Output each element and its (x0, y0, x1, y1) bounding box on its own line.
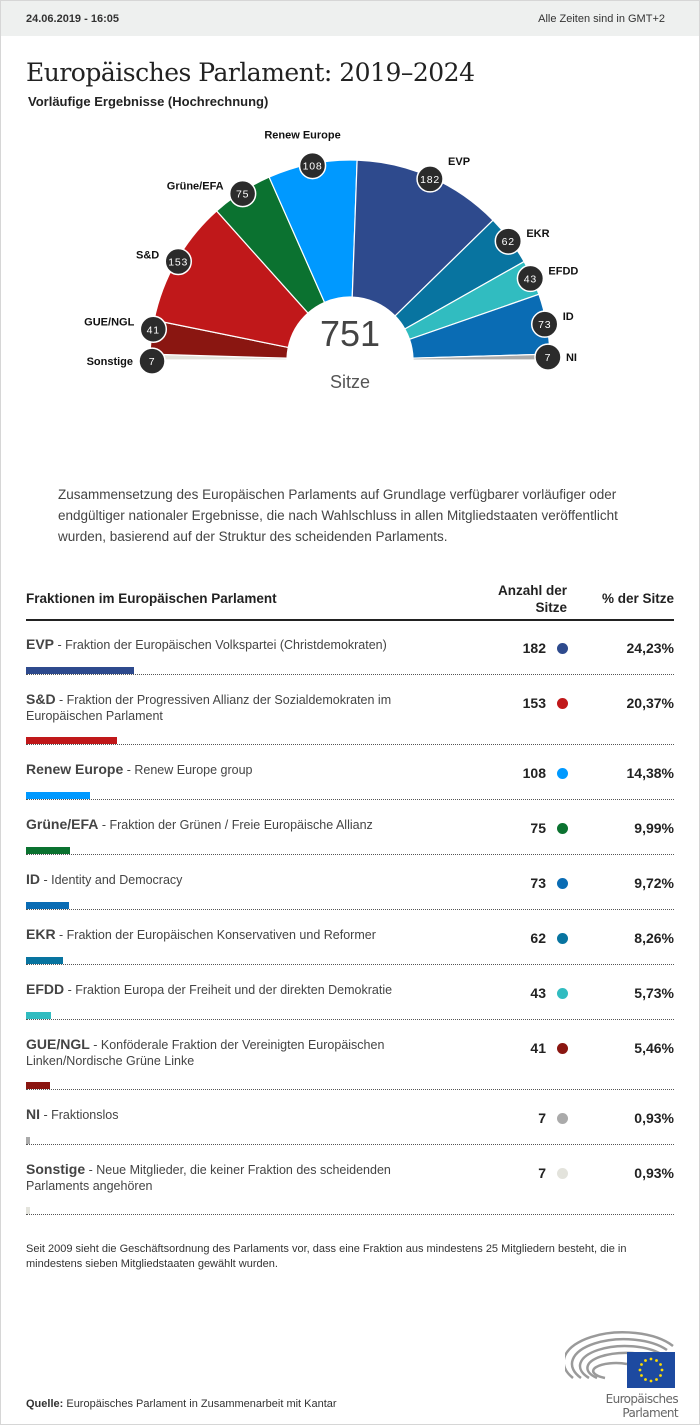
total-seats: 751 (319, 313, 381, 354)
color-dot (557, 988, 568, 999)
color-dot (557, 878, 568, 889)
table-row (26, 855, 674, 910)
parliament-chart (0, 120, 700, 410)
footnote: Seit 2009 sieht die Geschäftsordnung des Parlaments vor, dass eine Fraktion aus mindestens 25 Mitgliedern besteht, die in mindestens sieben Mitgliedstaaten gewählt wurden. (26, 1243, 627, 1270)
group-label: S&D (136, 249, 160, 262)
group-name: ID - Identity and Democracy (26, 871, 183, 887)
seat-count-label: 75 (235, 188, 250, 201)
header-pct: % der Sitze (601, 591, 674, 606)
seat-percentage: 9,99% (634, 820, 674, 836)
seat-percentage: 14,38% (626, 765, 674, 781)
color-dot (557, 768, 568, 779)
share-bar (26, 737, 117, 744)
star-icon (659, 1363, 662, 1366)
share-bar (26, 1137, 30, 1144)
seat-percentage: 5,46% (634, 1040, 674, 1056)
star-icon (644, 1378, 647, 1381)
header-seats: Anzahl der Sitze (497, 583, 567, 615)
seat-count-label: 108 (302, 160, 323, 173)
star-icon (644, 1359, 647, 1362)
group-name: EFDD - Fraktion Europa der Freiheit und der direkten Demokratie (26, 981, 393, 997)
page-subtitle: Vorläufige Ergebnisse (Hochrechnung) (28, 94, 269, 109)
seat-percentage: 24,23% (626, 640, 674, 656)
share-bar (26, 667, 134, 674)
star-icon (655, 1378, 658, 1381)
seat-count: 75 (530, 820, 546, 836)
table-row (26, 965, 674, 1020)
seat-count-label: 7 (544, 352, 552, 365)
timestamp: 24.06.2019 - 16:05 (26, 13, 119, 25)
table-row (26, 620, 674, 675)
seat-percentage: 0,93% (634, 1165, 674, 1181)
share-bar (26, 1012, 51, 1019)
group-label: ID (562, 311, 574, 324)
star-icon (659, 1374, 662, 1377)
top-bar (1, 1, 699, 36)
group-label: GUE/NGL (84, 316, 135, 329)
group-name: Grüne/EFA - Fraktion der Grünen / Freie Europäische Allianz (26, 816, 373, 832)
seat-count-label: 43 (523, 273, 538, 286)
header-group: Fraktionen im Europäischen Parlament (26, 591, 277, 606)
star-icon (655, 1359, 658, 1362)
group-name: Sonstige - Neue Mitglieder, die keiner Fraktion des scheidenden Parlaments angehören (26, 1161, 391, 1193)
share-bar (26, 792, 90, 799)
seat-count-label: 62 (501, 236, 515, 249)
group-name: NI - Fraktionslos (26, 1106, 119, 1122)
group-label: EVP (448, 155, 471, 168)
color-dot (557, 933, 568, 944)
seat-count: 7 (538, 1110, 546, 1126)
star-icon (640, 1363, 643, 1366)
table-row (26, 1090, 674, 1145)
source: Quelle: Europäisches Parlament in Zusammenarbeit mit Kantar (26, 1398, 337, 1410)
seat-count-label: 73 (538, 319, 552, 332)
color-dot (557, 1168, 568, 1179)
description: Zusammensetzung des Europäischen Parlaments auf Grundlage verfügbarer vorläufiger oder endgültiger nationaler Ergebnisse, die nach Wahlschluss in allen Mitgliedstaaten veröffentlicht wurden, basierend auf der Struktur des scheidenden Parlaments. (58, 487, 618, 544)
star-icon (650, 1358, 653, 1361)
table-row (26, 1020, 674, 1090)
share-bar (26, 957, 63, 964)
group-label: EKR (526, 228, 550, 241)
star-icon (639, 1369, 642, 1372)
table-row (26, 745, 674, 800)
share-bar (26, 1082, 50, 1089)
seat-count: 153 (522, 695, 546, 711)
seat-percentage: 8,26% (634, 930, 674, 946)
seat-count: 62 (530, 930, 546, 946)
group-name: Renew Europe - Renew Europe group (26, 761, 253, 777)
seat-count: 41 (530, 1040, 546, 1056)
star-icon (650, 1380, 653, 1383)
ep-logo (565, 1328, 677, 1390)
total-seats-label: Sitze (329, 372, 371, 392)
group-name: EVP - Fraktion der Europäischen Volkspartei (Christdemokraten) (26, 636, 387, 652)
star-icon (661, 1369, 664, 1372)
seat-count: 108 (522, 765, 546, 781)
logo-text: Europäisches Parlament (605, 1392, 678, 1420)
group-label: Grüne/EFA (166, 180, 224, 193)
color-dot (557, 823, 568, 834)
color-dot (557, 698, 568, 709)
star-icon (640, 1374, 643, 1377)
group-label: EFDD (548, 265, 579, 278)
table-row (26, 675, 674, 745)
color-dot (557, 1043, 568, 1054)
table-row (26, 910, 674, 965)
group-name: GUE/NGL - Konföderale Fraktion der Vereinigten Europäischen Linken/Nordische Grüne Linke (26, 1036, 385, 1068)
share-bar (26, 1207, 30, 1214)
seat-count-label: 182 (420, 173, 441, 186)
seat-percentage: 20,37% (626, 695, 674, 711)
page-title: Europäisches Parlament: 2019–2024 (26, 58, 475, 87)
seat-count-label: 41 (146, 324, 160, 337)
seat-count: 182 (522, 640, 546, 656)
seat-percentage: 5,73% (634, 985, 674, 1001)
group-label: Sonstige (86, 356, 134, 369)
seat-count: 73 (530, 875, 546, 891)
table-row (26, 800, 674, 855)
group-name: EKR - Fraktion der Europäischen Konservativen und Reformer (26, 926, 376, 942)
group-name: S&D - Fraktion der Progressiven Allianz der Sozialdemokraten im Europäischen Parlament (26, 691, 392, 723)
seat-count-label: 7 (148, 356, 156, 369)
color-dot (557, 643, 568, 654)
seat-percentage: 9,72% (634, 875, 674, 891)
timezone-note: Alle Zeiten sind in GMT+2 (538, 13, 665, 25)
table-row (26, 1145, 674, 1215)
share-bar (26, 847, 70, 854)
group-label: NI (565, 352, 577, 365)
color-dot (557, 1113, 568, 1124)
group-label: Renew Europe (264, 129, 341, 142)
seat-count-label: 153 (168, 256, 189, 269)
seat-count: 43 (530, 985, 546, 1001)
seat-count: 7 (538, 1165, 546, 1181)
share-bar (26, 902, 69, 909)
seat-percentage: 0,93% (634, 1110, 674, 1126)
